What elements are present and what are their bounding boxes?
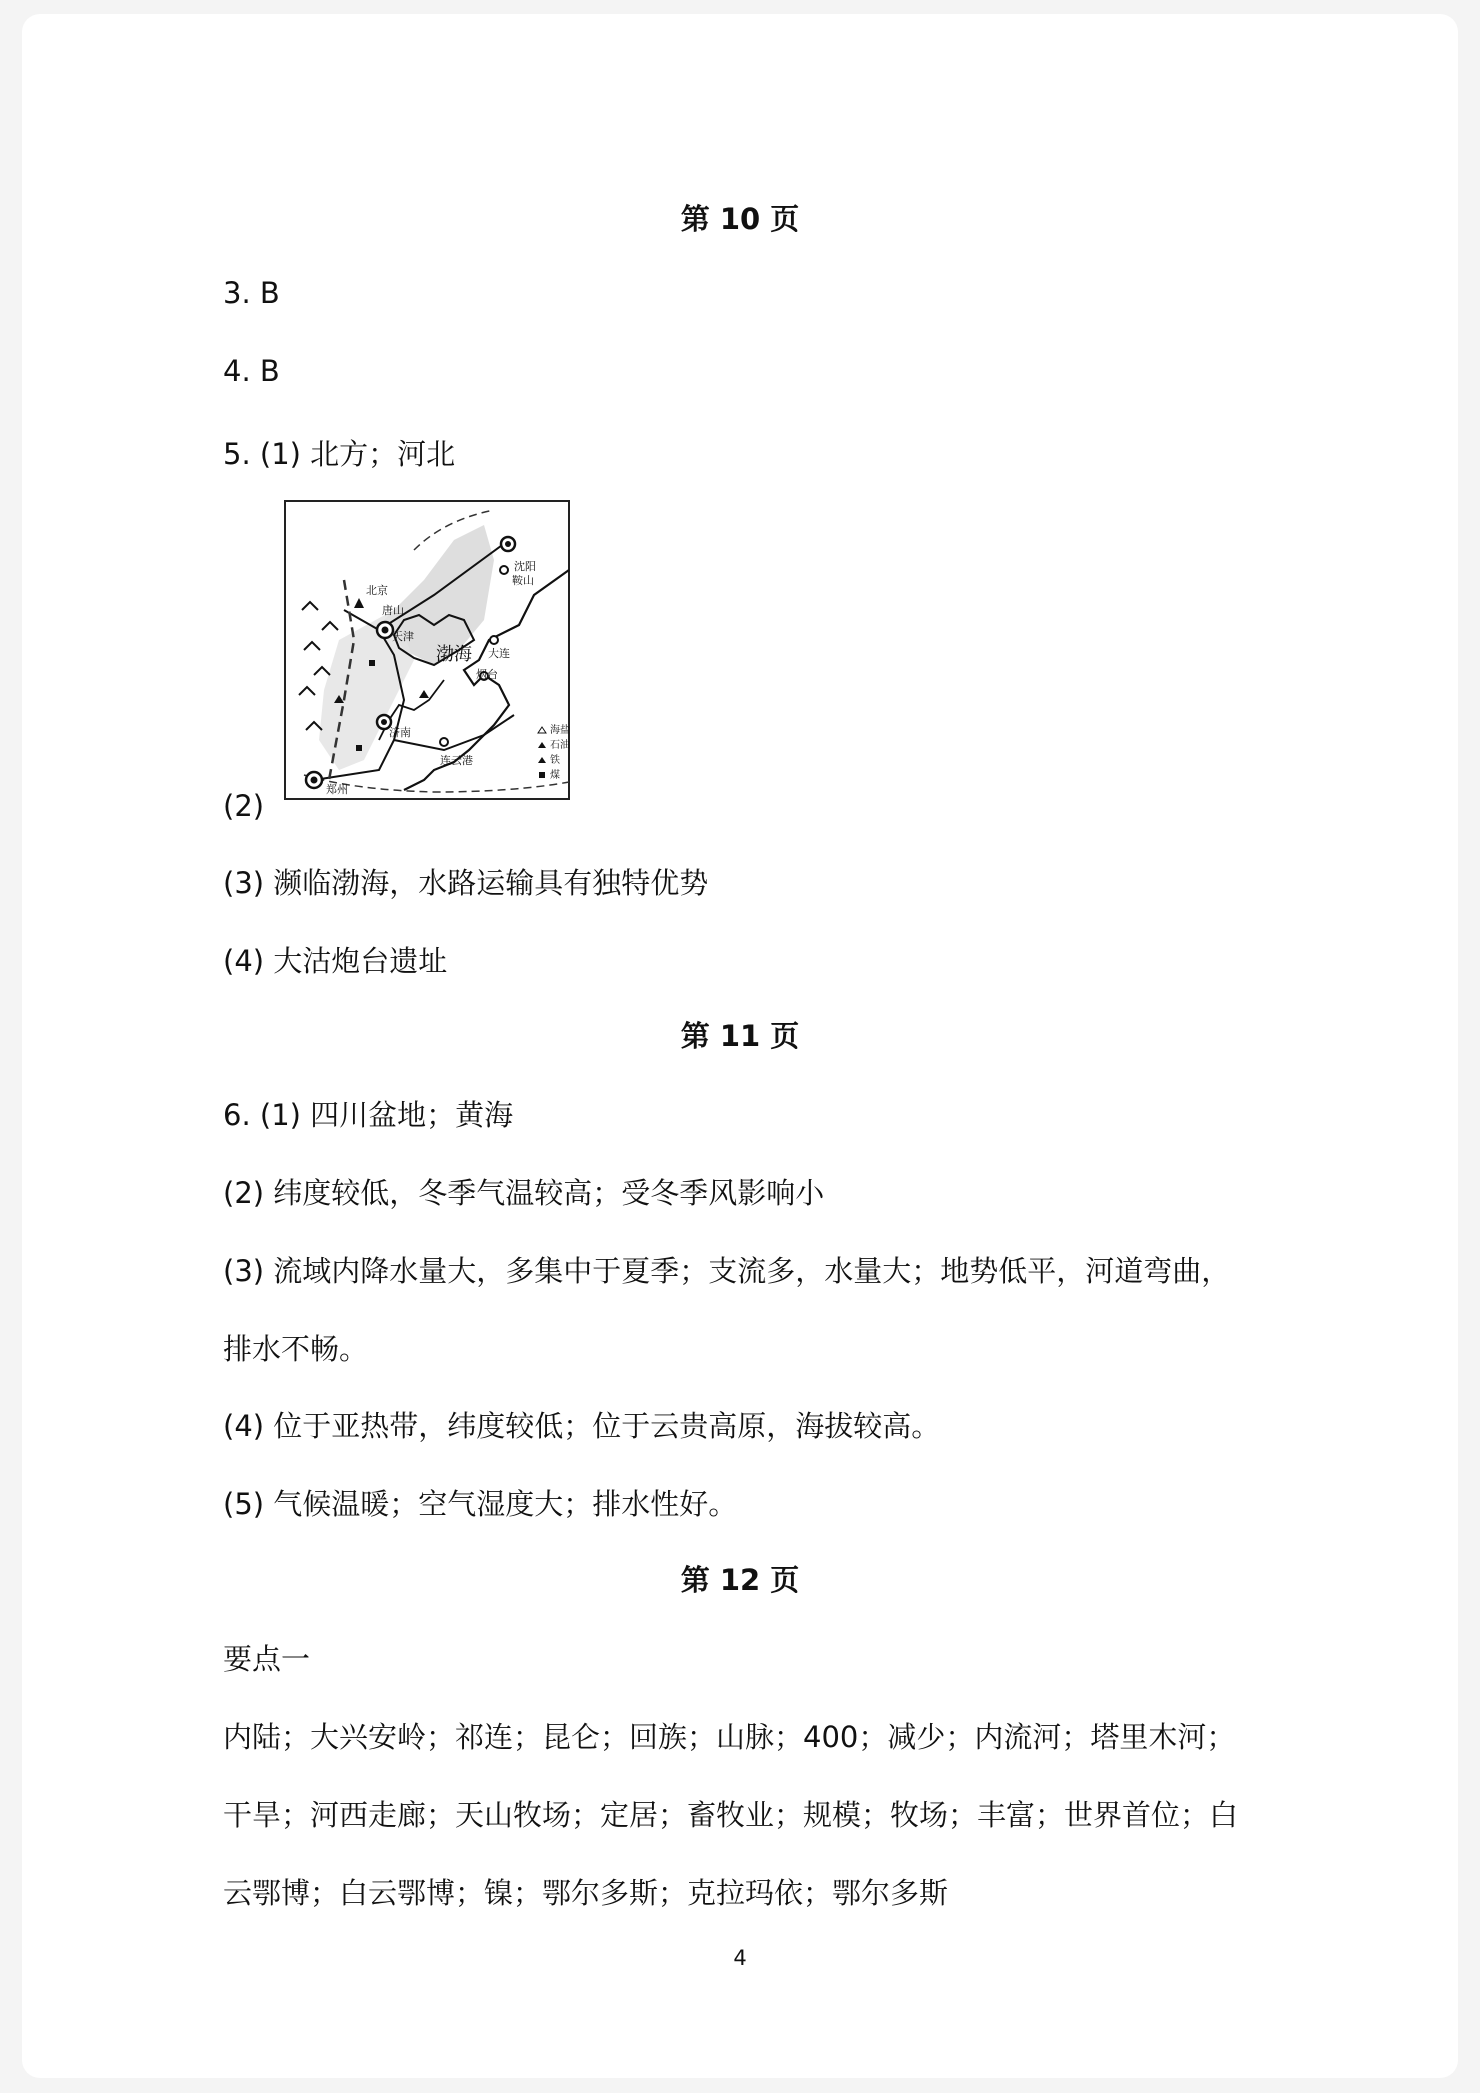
answer-line: (3) 濒临渤海，水路运输具有独特优势 xyxy=(223,866,709,900)
answer-line: 6. (1) 四川盆地；黄海 xyxy=(223,1098,514,1132)
answer-line: (4) 大沽炮台遗址 xyxy=(223,944,448,978)
answer-line: 5. (1) 北方；河北 xyxy=(223,437,456,471)
answer-line: 云鄂博；白云鄂博；镍；鄂尔多斯；克拉玛依；鄂尔多斯 xyxy=(223,1876,949,1910)
map-figure xyxy=(284,500,570,800)
map-label-anshan: 鞍山 xyxy=(512,574,534,587)
answer-line: 排水不畅。 xyxy=(223,1332,369,1366)
answer-line: (3) 流域内降水量大，多集中于夏季；支流多，水量大；地势低平，河道弯曲， xyxy=(223,1254,1231,1288)
page-number: 4 xyxy=(733,1946,747,1970)
map-legend-item: 海盐 xyxy=(550,725,570,736)
answer-line: 3. B xyxy=(223,276,280,310)
map-label-dalian: 大连 xyxy=(488,647,510,660)
map-label-lianyungang: 连云港 xyxy=(440,754,473,767)
map-label-tianjin: 天津 xyxy=(392,630,414,643)
map-label-shenyang: 沈阳 xyxy=(514,560,536,573)
section-title-page-12: 第 12 页 xyxy=(680,1563,800,1597)
answer-line: (2) 纬度较低，冬季气温较高；受冬季风影响小 xyxy=(223,1176,825,1210)
answer-line: 内陆；大兴安岭；祁连；昆仑；回族；山脉；400；减少；内流河；塔里木河； xyxy=(223,1720,1236,1754)
answer-line: (5) 气候温暖；空气湿度大；排水性好。 xyxy=(223,1487,738,1521)
answer-line: 要点一 xyxy=(223,1642,311,1676)
section-title-page-10: 第 10 页 xyxy=(680,202,800,236)
map-label-jinan: 济南 xyxy=(389,726,411,739)
answer-line: (2) xyxy=(223,789,265,823)
map-legend-item: 煤 xyxy=(550,770,560,781)
answer-line: 4. B xyxy=(223,354,280,388)
map-label-beijing: 北京 xyxy=(366,584,388,597)
map-legend-item: 石油 xyxy=(550,740,570,751)
map-legend-item: 铁 xyxy=(550,755,560,766)
map-label-yantai: 烟台 xyxy=(476,668,498,681)
map-label-tangshan: 唐山 xyxy=(382,604,404,617)
map-label-bohai: 渤海 xyxy=(436,644,472,665)
answer-line: 干旱；河西走廊；天山牧场；定居；畜牧业；规模；牧场；丰富；世界首位；白 xyxy=(223,1798,1239,1832)
section-title-page-11: 第 11 页 xyxy=(680,1019,800,1053)
map-label-zhengzhou: 郑州 xyxy=(326,783,348,796)
answer-line: (4) 位于亚热带，纬度较低；位于云贵高原，海拔较高。 xyxy=(223,1409,941,1443)
